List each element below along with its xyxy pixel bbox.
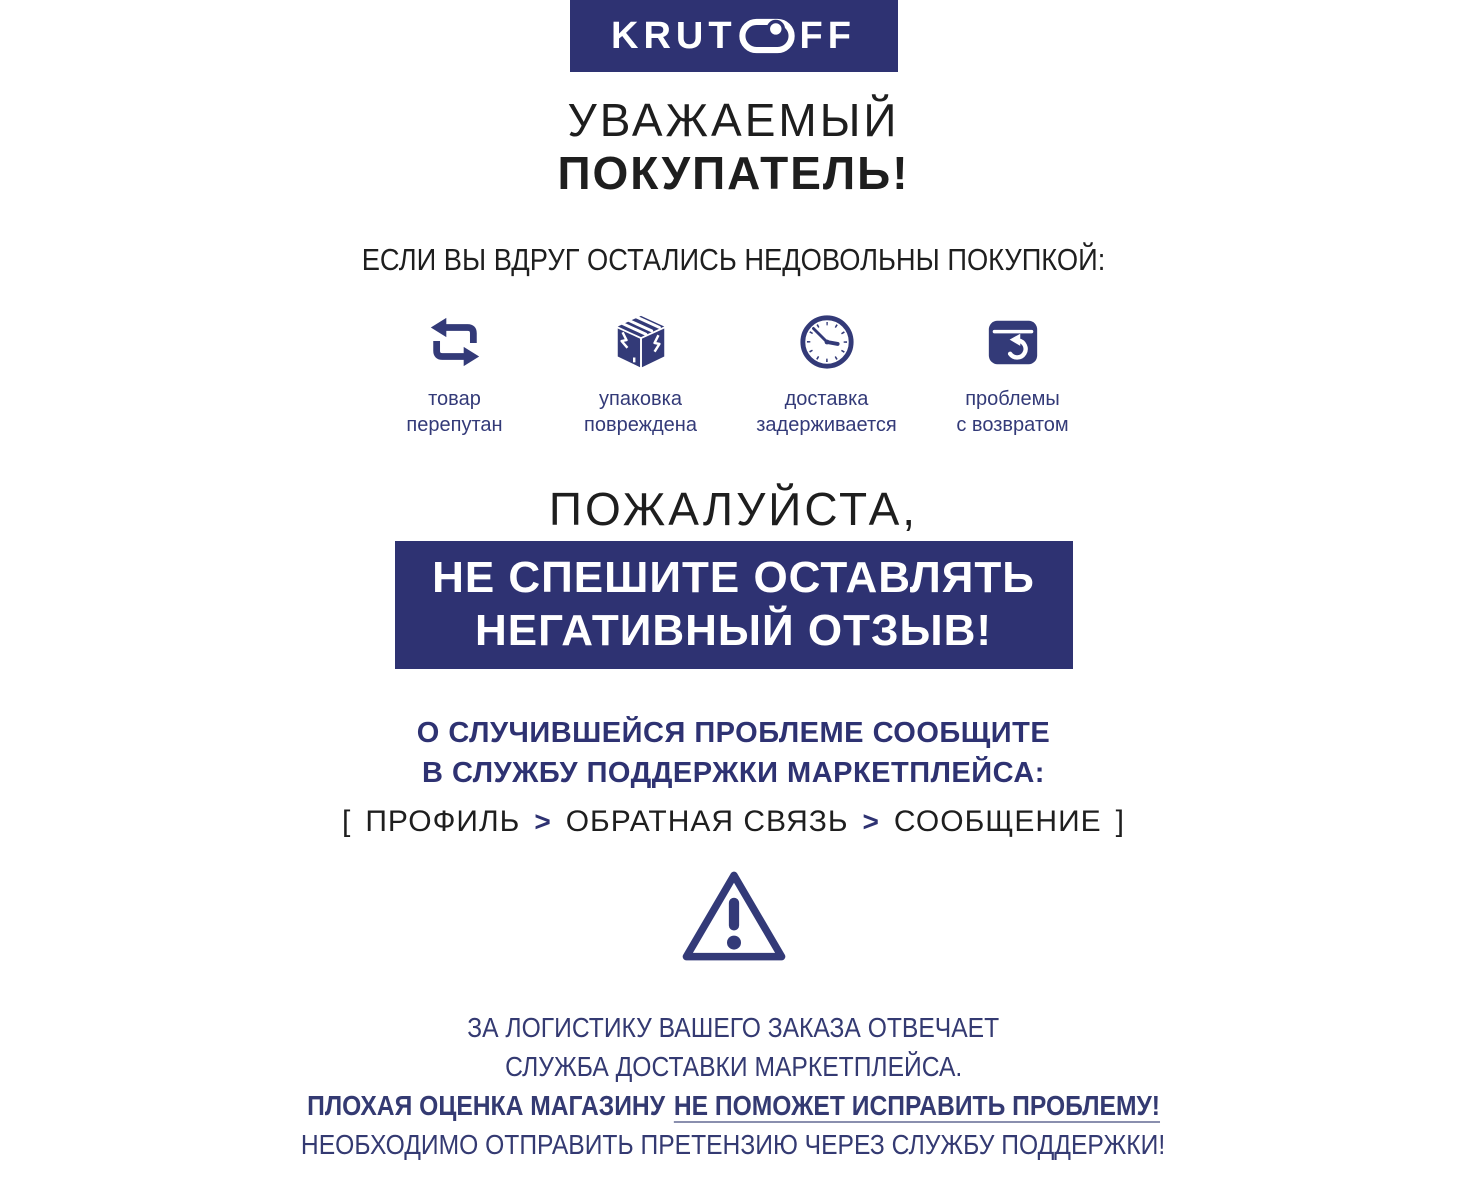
support-instructions	[417, 713, 1050, 793]
issue-label: упаковка повреждена	[584, 388, 697, 436]
footer-line3-underlined: НЕ ПОМОЖЕТ ИСПРАВИТЬ ПРОБЛЕМУ!	[673, 1090, 1160, 1121]
negative-review-banner	[395, 541, 1073, 669]
issue-item-wrong-product	[362, 310, 548, 438]
support-line1: О СЛУЧИВШЕЙСЯ ПРОБЛЕМЕ СООБЩИТЕ	[416, 717, 1051, 749]
page-title-line1: УВАЖАЕМЫЙ	[567, 94, 900, 146]
chevron-right-icon: >	[534, 806, 552, 837]
banner-line1: НЕ СПЕШИТЕ ОСТАВЛЯТЬ	[432, 553, 1035, 602]
page-title	[557, 94, 909, 200]
page-title-line2: ПОКУПАТЕЛЬ!	[557, 147, 910, 199]
warning-triangle-icon	[678, 867, 790, 970]
footer-line1: ЗА ЛОГИСТИКУ ВАШЕГО ЗАКАЗА ОТВЕЧАЕТ	[467, 1012, 1000, 1043]
footer-line3	[242, 1086, 1224, 1125]
footer-line4: НЕОБХОДИМО ОТПРАВИТЬ ПРЕТЕНЗИЮ ЧЕРЕЗ СЛУЖБУ ПОДДЕРЖКИ!	[301, 1129, 1166, 1160]
clock-icon	[798, 310, 856, 374]
issue-label: товар перепутан	[406, 388, 503, 436]
subtitle	[311, 242, 1156, 278]
issue-label: проблемы с возвратом	[956, 388, 1069, 436]
breadcrumb-step-profile: ПРОФИЛЬ	[365, 805, 521, 838]
subtitle-text: ЕСЛИ ВЫ ВДРУГ ОСТАЛИСЬ НЕДОВОЛЬНЫ ПОКУПКОЙ:	[361, 242, 1106, 277]
footer-line3-lead: ПЛОХАЯ ОЦЕНКА МАГАЗИНУ	[307, 1090, 665, 1121]
brand-logo	[570, 0, 898, 72]
brand-logo-text-left: KRUT	[611, 15, 737, 57]
issues-row	[362, 310, 1106, 438]
damaged-box-icon	[610, 310, 672, 374]
footer-notes	[242, 1008, 1224, 1164]
chevron-right-icon: >	[862, 806, 880, 837]
plea-intro: ПОЖАЛУЙСТА,	[548, 483, 919, 535]
footer-line2: СЛУЖБА ДОСТАВКИ МАРКЕТПЛЕЙСА.	[504, 1051, 963, 1082]
breadcrumb	[342, 805, 1125, 839]
brand-logo-text-right: FF	[799, 15, 856, 57]
logo-toggle-o-icon	[738, 17, 796, 55]
return-box-icon	[984, 310, 1042, 374]
support-line2: В СЛУЖБУ ПОДДЕРЖКИ МАРКЕТПЛЕЙСА:	[422, 757, 1045, 789]
breadcrumb-open-bracket: [	[342, 805, 352, 838]
breadcrumb-step-feedback: ОБРАТНАЯ СВЯЗЬ	[565, 805, 849, 838]
swap-arrows-icon	[426, 310, 484, 374]
issue-item-return-problems	[920, 310, 1106, 438]
issue-item-damaged-packaging	[548, 310, 734, 438]
breadcrumb-step-message: СООБЩЕНИЕ	[893, 805, 1102, 838]
issue-item-delayed-delivery	[734, 310, 920, 438]
issue-label: доставка задерживается	[756, 388, 897, 436]
banner-line2: НЕГАТИВНЫЙ ОТЗЫВ!	[474, 606, 993, 655]
breadcrumb-close-bracket: ]	[1115, 805, 1125, 838]
